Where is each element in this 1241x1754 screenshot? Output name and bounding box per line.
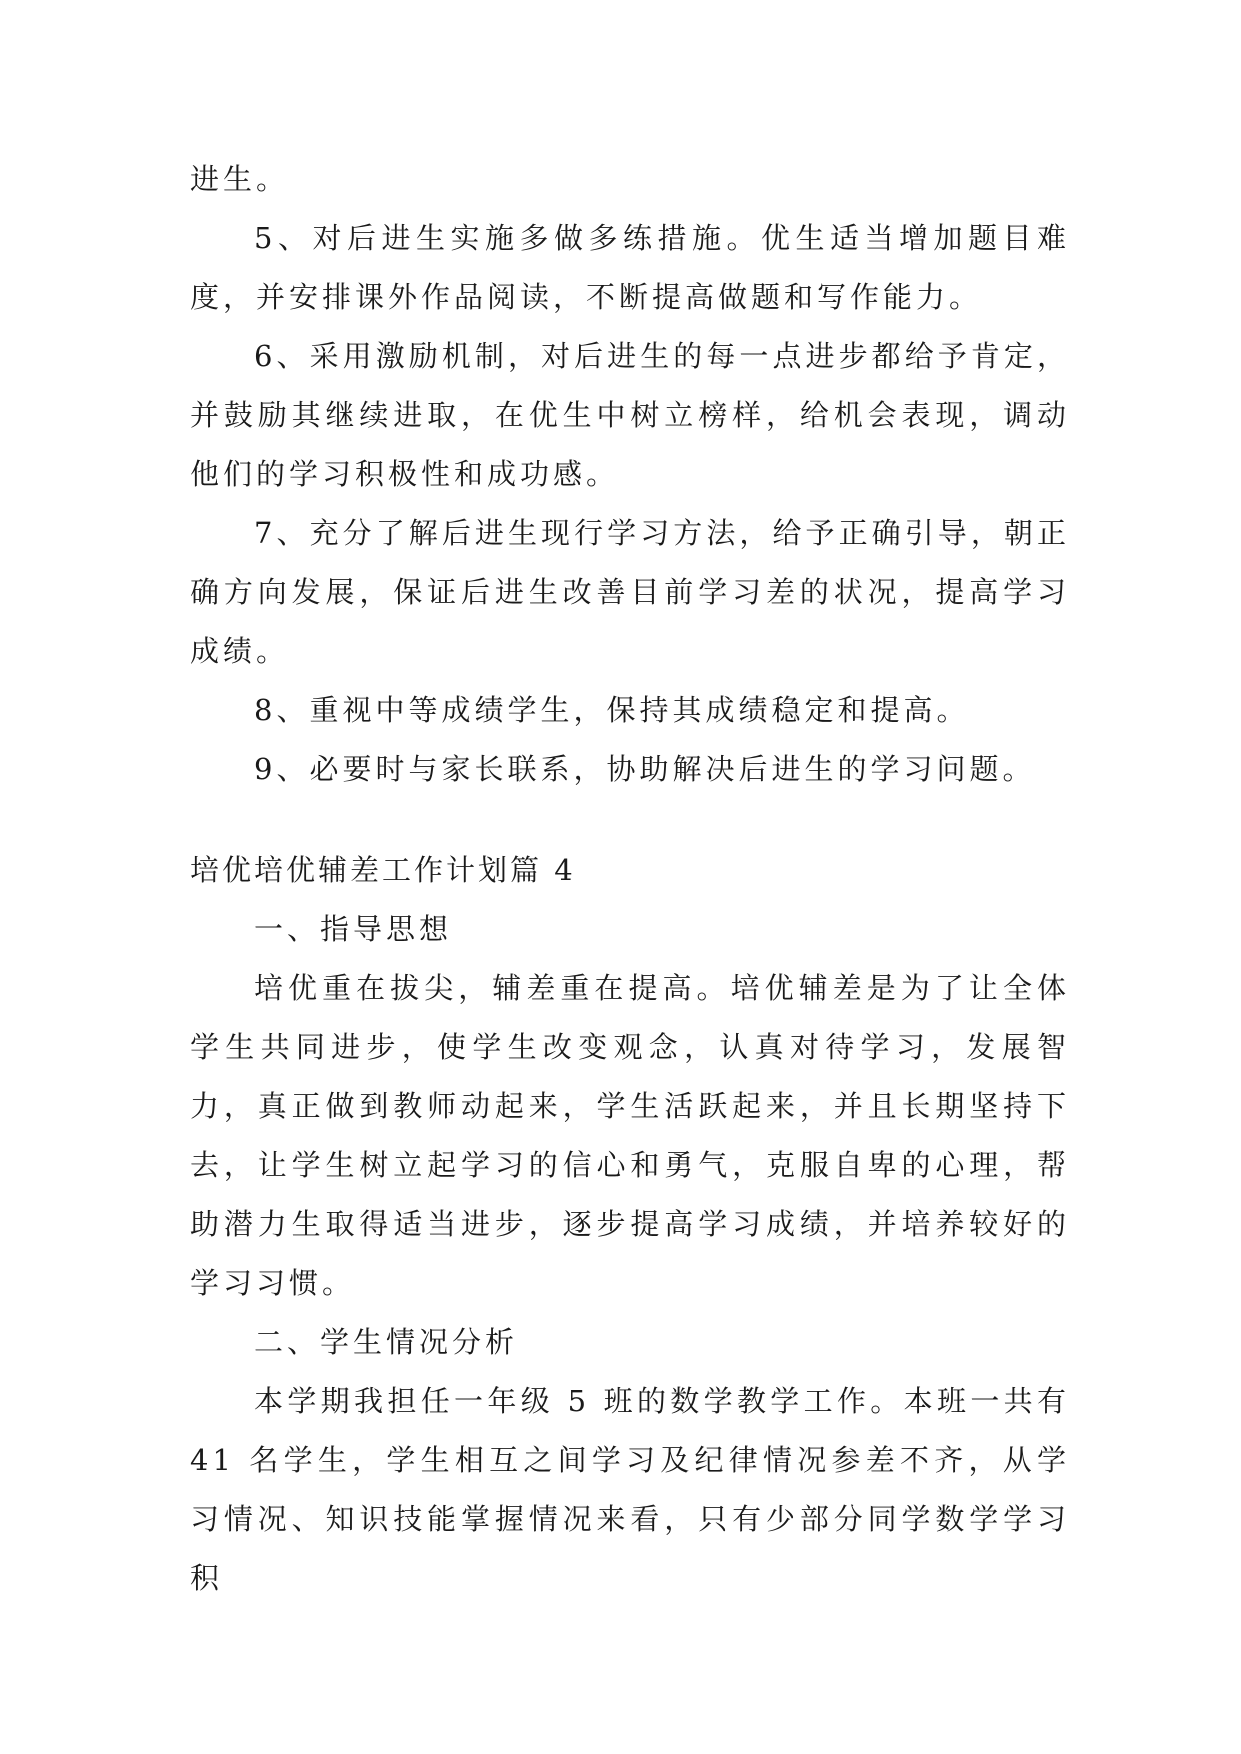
heading-guiding-thought: 一、指导思想 xyxy=(254,912,453,946)
paragraph-item-8: 8、重视中等成绩学生，保持其成绩稳定和提高。 xyxy=(254,693,970,727)
paragraph-item-9: 9、必要时与家长联系，协助解决后进生的学习问题。 xyxy=(254,752,1036,786)
paragraph-item-5: 5、对后进生实施多做多练措施。优生适当增加题目难度，并安排课外作品阅读，不断提高做题和写作能力。 xyxy=(190,221,1070,314)
document-body xyxy=(190,150,1070,1608)
paragraph-continuation: 进生。 xyxy=(190,162,290,196)
paragraph-guiding-thought: 培优重在拔尖，辅差重在提高。培优辅差是为了让全体学生共同进步，使学生改变观念，认真对待学习，发展智力，真正做到教师动起来，学生活跃起来，并且长期坚持下去，让学生树立起学习的信心和勇气，克服自卑的心理，帮助潜力生取得适当进步，逐步提高学习成绩，并培养较好的学习习惯。 xyxy=(190,971,1070,1300)
paragraph-student-analysis: 本学期我担任一年级 5 班的数学教学工作。本班一共有 41 名学生，学生相互之间学习及纪律情况参差不齐，从学习情况、知识技能掌握情况来看，只有少部分同学数学学习积 xyxy=(190,1384,1070,1595)
heading-student-analysis: 二、学生情况分析 xyxy=(254,1325,519,1359)
paragraph-item-6: 6、采用激励机制，对后进生的每一点进步都给予肯定，并鼓励其继续进取，在优生中树立榜样，给机会表现，调动他们的学习积极性和成功感。 xyxy=(190,339,1070,491)
paragraph-item-7: 7、充分了解后进生现行学习方法，给予正确引导，朝正确方向发展，保证后进生改善目前学习差的状况，提高学习成绩。 xyxy=(190,516,1070,668)
section-title: 培优培优辅差工作计划篇 4 xyxy=(190,853,576,887)
